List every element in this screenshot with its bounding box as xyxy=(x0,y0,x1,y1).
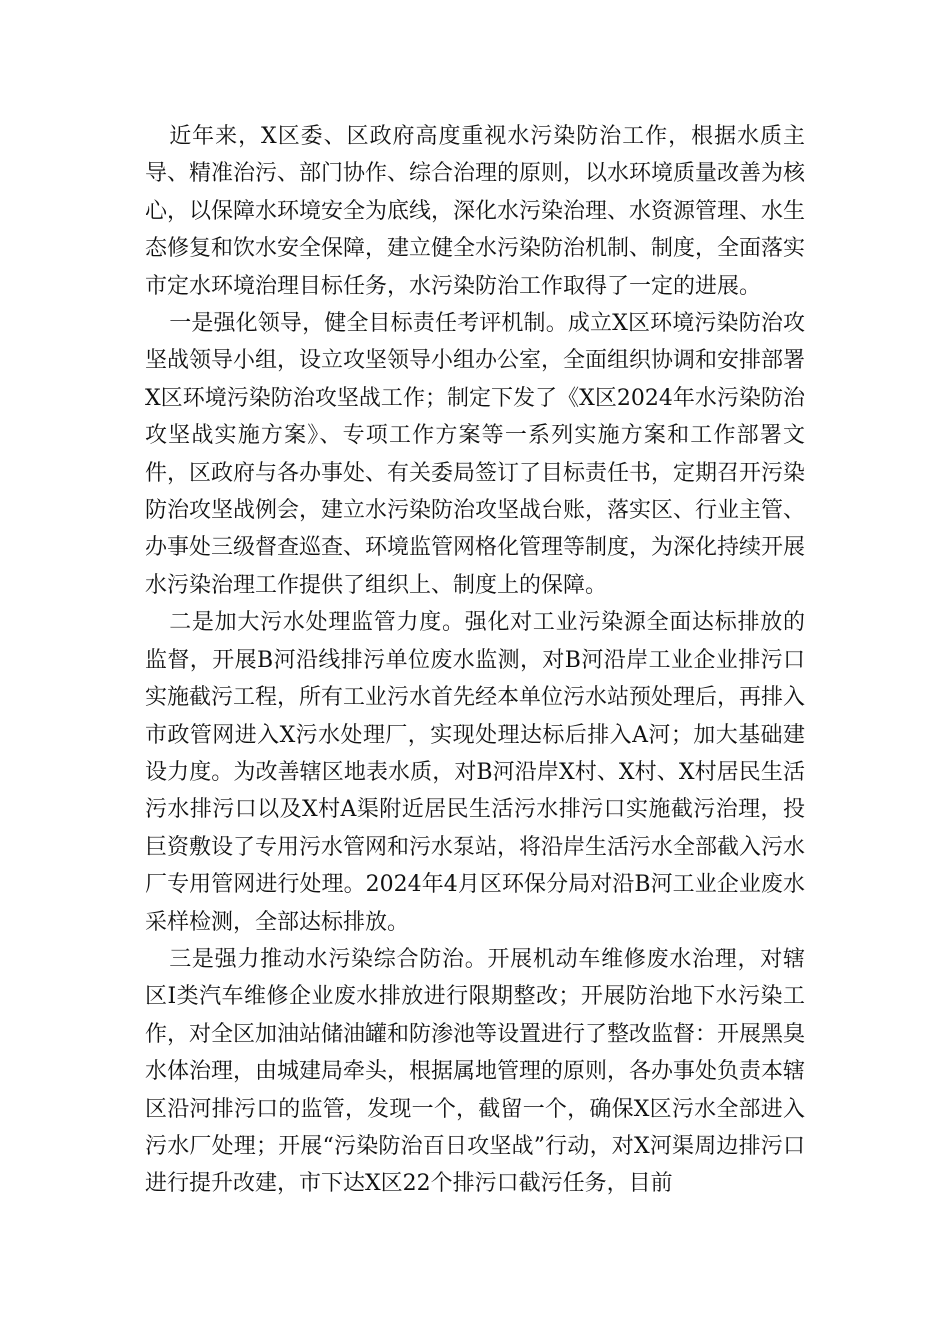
paragraph-leadership: 一是强化领导，健全目标责任考评机制。成立X区环境污染防治攻坚战领导小组，设立攻坚领导小组办公室，全面组织协调和安排部署X区环境污染防治攻坚战工作；制定下发了《X区2024年水污染防治攻坚战实施方案》、专项工作方案等一系列实施方案和工作部署文件，区政府与各办事处、有关委局签订了目标责任书，定期召开污染防治攻坚战例会，建立水污染防治攻坚战台账，落实区、行业主管、办事处三级督查巡查、环境监管网格化管理等制度，为深化持续开展水污染治理工作提供了组织上、制度上的保障。 xyxy=(145,311,806,598)
document-body xyxy=(145,118,805,1203)
paragraph-sewage-supervision: 二是加大污水处理监管力度。强化对工业污染源全面达标排放的监督，开展B河沿线排污单位废水监测，对B河沿岸工业企业排污口实施截污工程，所有工业污水首先经本单位污水站预处理后，再排入市政管网进入X污水处理厂，实现处理达标后排入A河；加大基础建设力度。为改善辖区地表水质，对B河沿岸X村、X村、X村居民生活污水排污口以及X村A渠附近居民生活污水排污口实施截污治理，投巨资敷设了专用污水管网和污水泵站，将沿岸生活污水全部截入污水厂专用管网进行处理。2024年4月区环保分局对沿B河工业企业废水采样检测，全部达标排放。 xyxy=(145,610,806,935)
paragraph-intro: 近年来，X区委、区政府高度重视水污染防治工作，根据水质主导、精准治污、部门协作、综合治理的原则，以水环境质量改善为核心，以保障水环境安全为底线，深化水污染治理、水资源管理、水生态修复和饮水安全保障，建立健全水污染防治机制、制度，全面落实市定水环境治理目标任务，水污染防治工作取得了一定的进展。 xyxy=(145,124,806,299)
paragraph-comprehensive-control: 三是强力推动水污染综合防治。开展机动车维修废水治理，对辖区I类汽车维修企业废水排放进行限期整改；开展防治地下水污染工作，对全区加油站储油罐和防渗池等设置进行了整改监督：开展黑臭水体治理，由城建局牵头，根据属地管理的原则，各办事处负责本辖区沿河排污口的监管，发现一个，截留一个，确保X区污水全部进入污水厂处理；开展“污染防治百日攻坚战”行动，对X河渠周边排污口进行提升改建，市下达X区22个排污口截污任务，目前 xyxy=(145,946,806,1197)
